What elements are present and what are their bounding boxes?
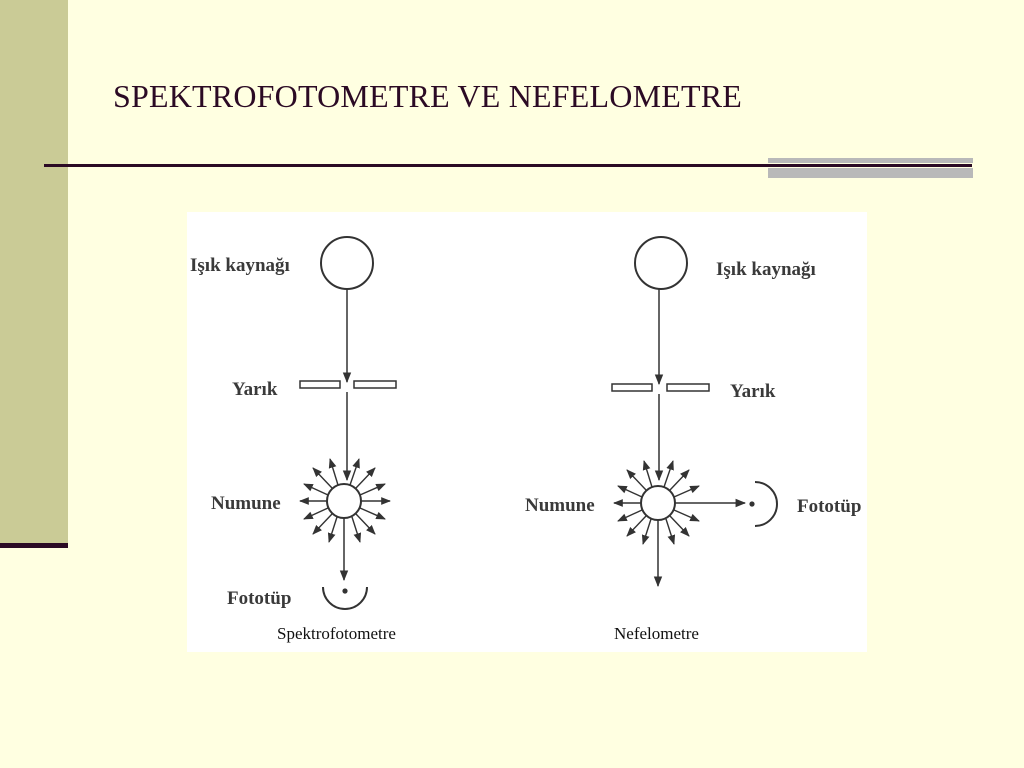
spektro-slit-right	[354, 381, 396, 388]
sidebar-accent-foot	[0, 543, 68, 548]
nefelo-detector-label: Fototüp	[797, 496, 862, 517]
slide-title: SPEKTROFOTOMETRE VE NEFELOMETRE	[113, 78, 743, 114]
spektro-caption: Spektrofotometre	[277, 624, 396, 643]
spektrofotometre-diagram	[190, 237, 396, 643]
nefelo-caption: Nefelometre	[614, 624, 699, 643]
nefelo-slit-left	[612, 384, 652, 391]
instrument-diagram	[187, 212, 867, 652]
nefelo-detector-dot	[749, 501, 754, 506]
spektro-detector-label: Fototüp	[227, 588, 292, 609]
spektro-sample-circle	[327, 484, 361, 518]
nefelo-detector-cup	[755, 482, 777, 526]
nefelometre-diagram	[525, 237, 861, 643]
nefelo-light-source-circle	[635, 237, 687, 289]
spektro-light-source-label: Işık kaynağı	[190, 255, 290, 276]
decorative-grey-bar	[768, 158, 973, 178]
nefelo-light-source-label: Işık kaynağı	[716, 259, 816, 280]
spektro-slit-left	[300, 381, 340, 388]
nefelo-sample-label: Numune	[525, 495, 595, 516]
spektro-sample-label: Numune	[211, 493, 281, 514]
spektro-detector-dot	[342, 588, 347, 593]
sidebar-accent	[0, 0, 68, 545]
spektro-light-source-circle	[321, 237, 373, 289]
spektro-slit-label: Yarık	[232, 379, 278, 400]
nefelo-sample-circle	[641, 486, 675, 520]
nefelo-slit-right	[667, 384, 709, 391]
nefelo-slit-label: Yarık	[730, 381, 776, 402]
